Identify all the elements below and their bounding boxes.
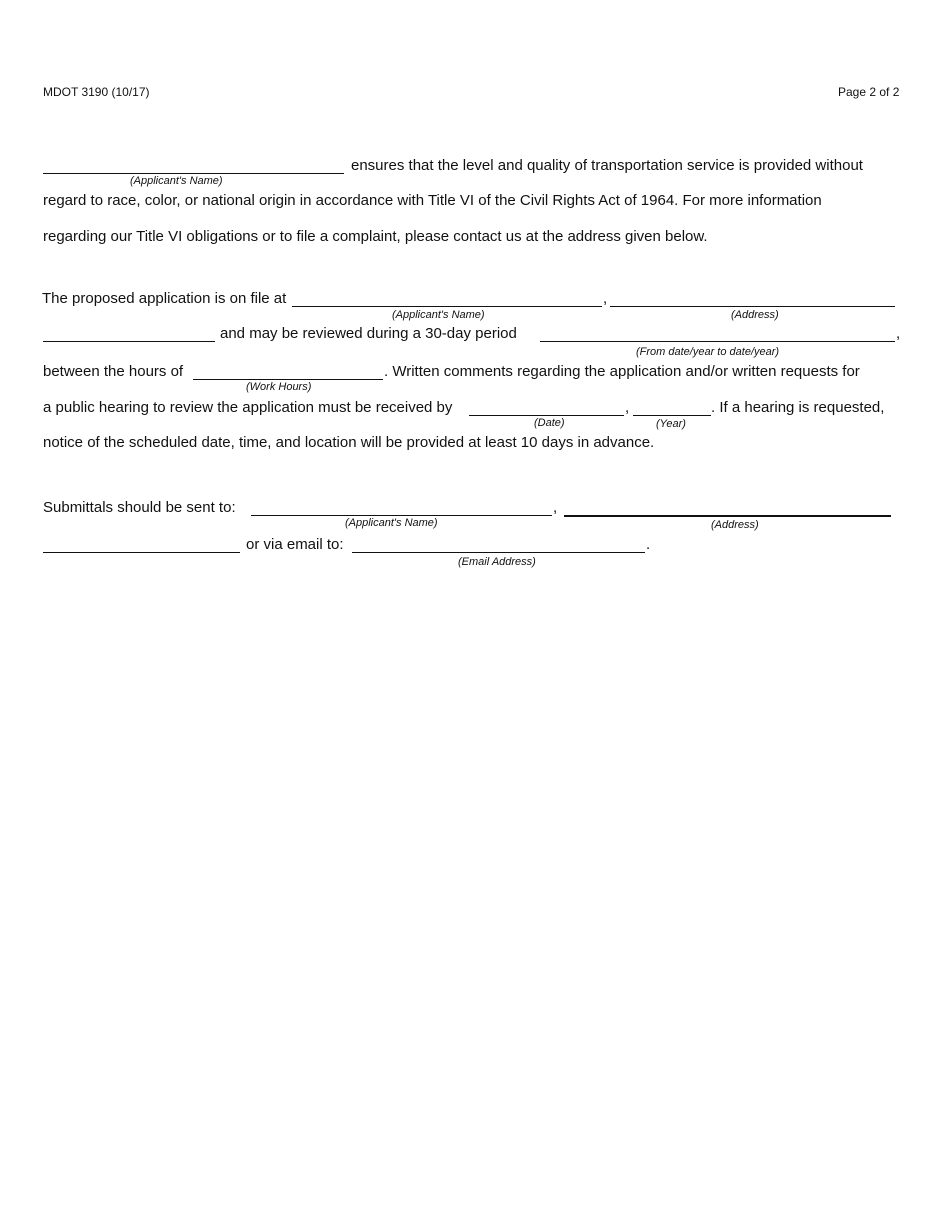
hearing-text: a public hearing to review the application must be received by — [43, 399, 453, 416]
year-field[interactable] — [633, 399, 711, 416]
comma-1: , — [603, 290, 608, 307]
hearing-requested-text: . If a hearing is requested, — [711, 399, 885, 416]
comma-2: , — [896, 325, 901, 342]
applicant-name-caption-2: (Applicant's Name) — [392, 309, 485, 321]
written-comments-text: . Written comments regarding the application and/or written requests for — [384, 363, 860, 380]
address-field-2-continued[interactable] — [43, 536, 240, 553]
title-vi-text-line-3: regarding our Title VI obligations or to file a complaint, please contact us at the address given below. — [43, 228, 708, 245]
address-caption-2: (Address) — [711, 519, 759, 531]
address-caption-1: (Address) — [731, 309, 779, 321]
review-period-field[interactable] — [540, 325, 895, 342]
comma-3: , — [625, 399, 630, 416]
year-caption: (Year) — [656, 418, 686, 430]
address-field-1-continued[interactable] — [43, 325, 215, 342]
page-number: Page 2 of 2 — [838, 85, 900, 99]
applicant-name-caption-3: (Applicant's Name) — [345, 517, 438, 529]
email-text: or via email to: — [246, 536, 344, 553]
hours-text: between the hours of — [43, 363, 184, 380]
title-vi-text-line-2: regard to race, color, or national origin in accordance with Title VI of the Civil Rights Act of 1964. For more information — [43, 192, 822, 209]
review-period-text: and may be reviewed during a 30-day period — [220, 325, 517, 342]
work-hours-field[interactable] — [193, 363, 383, 380]
applicant-name-field-1[interactable] — [43, 157, 344, 174]
applicant-name-field-3[interactable] — [251, 499, 552, 516]
notice-text: notice of the scheduled date, time, and location will be provided at least 10 days in advance. — [43, 434, 655, 451]
comma-4: , — [553, 499, 558, 516]
period-mark: . — [646, 536, 651, 553]
applicant-name-field-2[interactable] — [292, 290, 602, 307]
date-field[interactable] — [469, 399, 624, 416]
on-file-text: The proposed application is on file at — [42, 290, 287, 307]
title-vi-text-line-1: ensures that the level and quality of transportation service is provided without — [351, 157, 863, 174]
applicant-name-caption-1: (Applicant's Name) — [130, 175, 223, 187]
email-address-field[interactable] — [352, 536, 645, 553]
date-caption: (Date) — [534, 417, 565, 429]
form-number: MDOT 3190 (10/17) — [43, 85, 150, 99]
period-caption: (From date/year to date/year) — [636, 346, 780, 358]
email-caption: (Email Address) — [458, 556, 536, 568]
work-hours-caption: (Work Hours) — [246, 381, 312, 393]
submittals-text: Submittals should be sent to: — [43, 499, 236, 516]
address-field-2[interactable] — [564, 499, 891, 517]
address-field-1[interactable] — [610, 290, 895, 307]
